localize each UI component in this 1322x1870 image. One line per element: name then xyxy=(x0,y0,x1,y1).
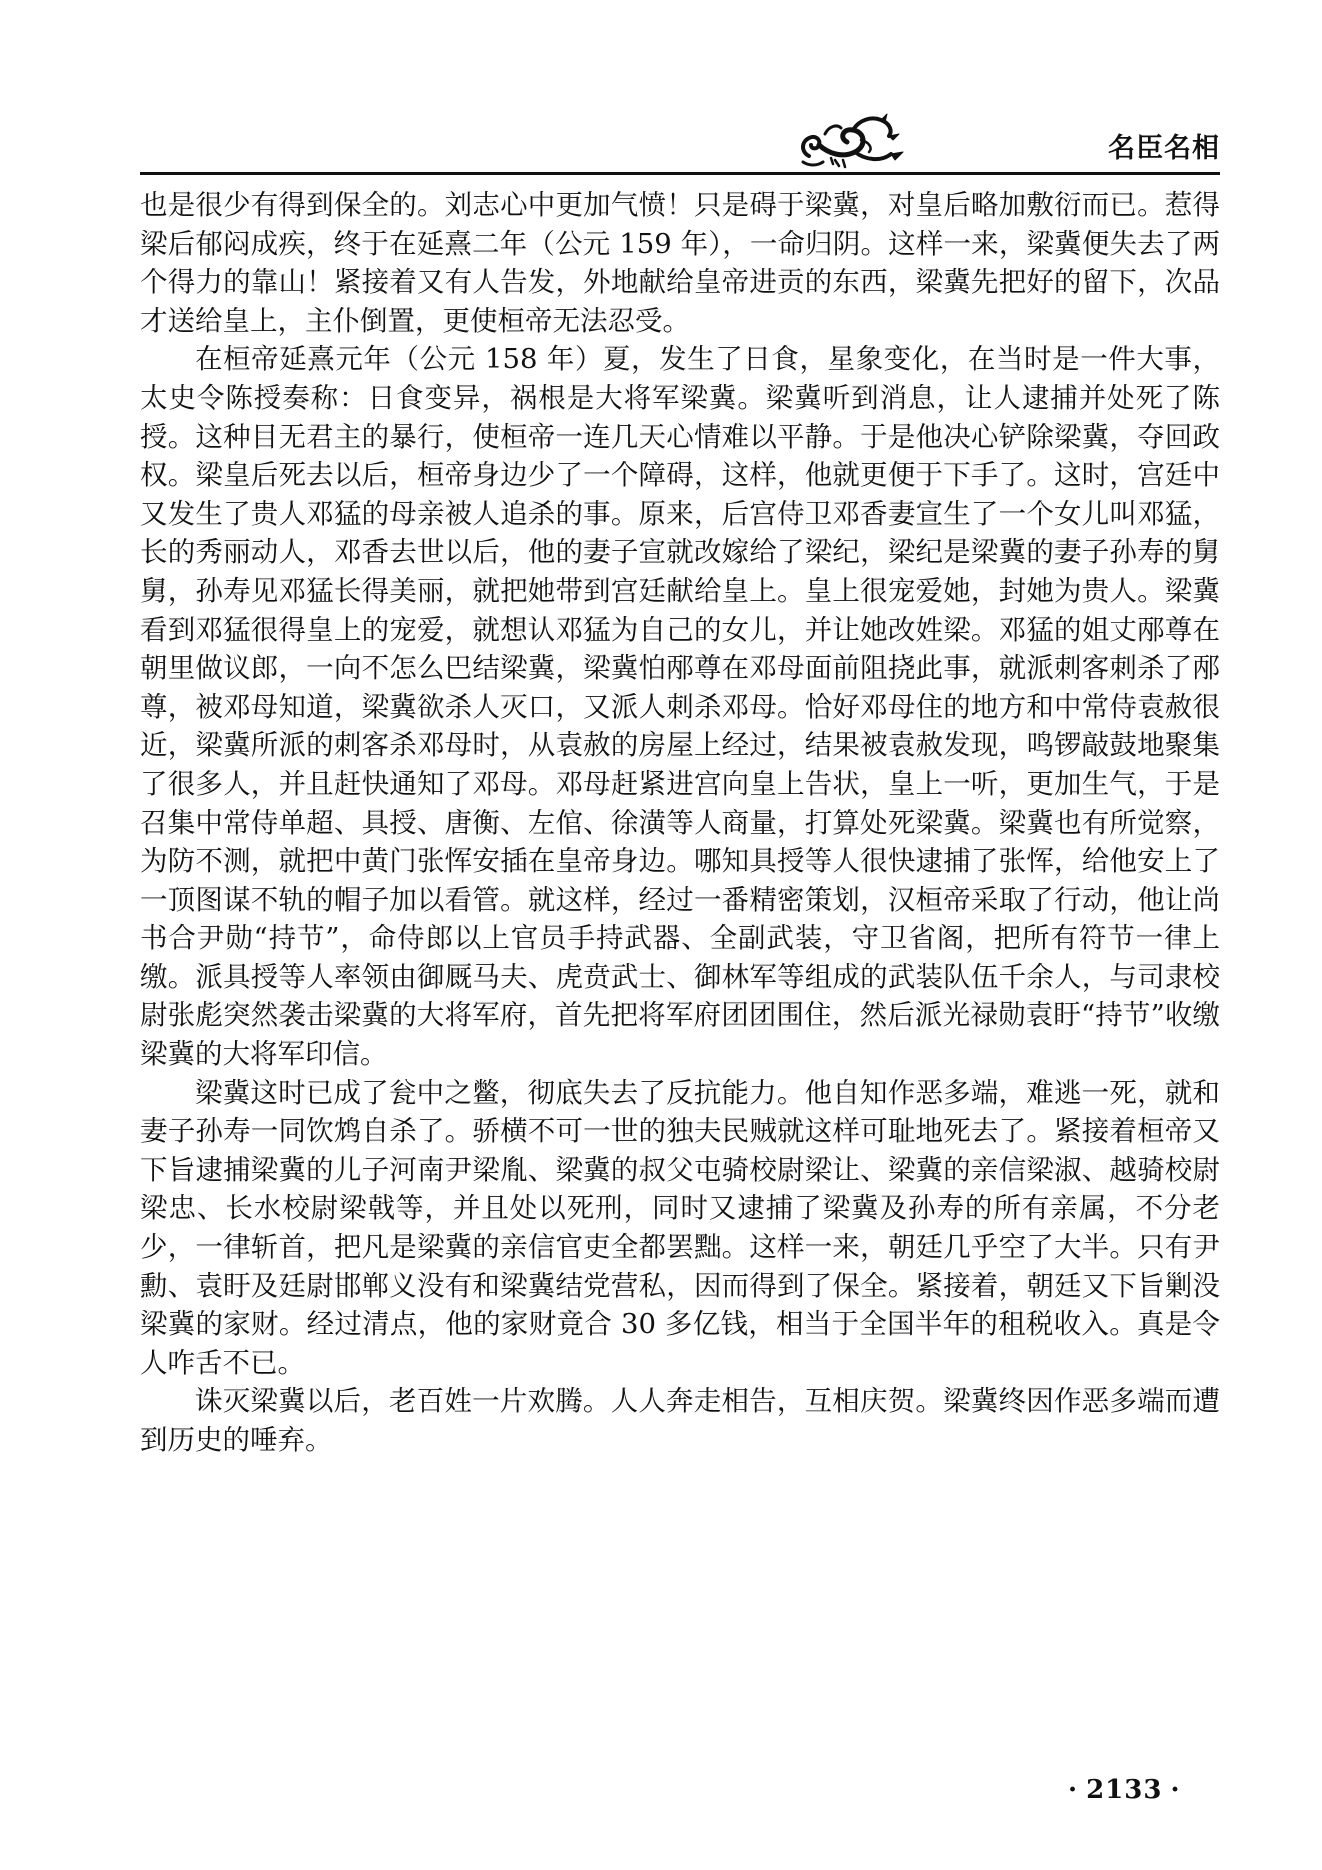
dragon-icon xyxy=(795,112,910,170)
page-number xyxy=(1060,1775,1189,1805)
paragraph: 诛灭梁冀以后，老百姓一片欢腾。人人奔走相告，互相庆贺。梁冀终因作恶多端而遭到历史的唾弃。 xyxy=(140,1385,1220,1456)
body-text xyxy=(140,186,1220,1460)
folio-dot-left: · xyxy=(1068,1775,1079,1805)
paragraph: 在桓帝延熹元年（公元 158 年）夏，发生了日食，星象变化，在当时是一件大事，太史令陈授奏称：日食变异，祸根是大将军梁冀。梁冀听到消息，让人逮捕并处死了陈授。这种目无君主的暴行，使桓帝一连几天心情难以平静。于是他决心铲除梁冀，夺回政权。梁皇后死去以后，桓帝身边少了一个障碍，这样，他就更便于下手了。这时，宫廷中又发生了贵人邓猛的母亲被人追杀的事。原来，后宫侍卫邓香妻宣生了一个女儿叫邓猛，长的秀丽动人，邓香去世以后，他的妻子宣就改嫁给了梁纪，梁纪是梁冀的妻子孙寿的舅舅，孙寿见邓猛长得美丽，就把她带到宫廷献给皇上。皇上很宠爱她，封她为贵人。梁冀看到邓猛很得皇上的宠爱，就想认邓猛为自己的女儿，并让她改姓梁。邓猛的姐丈邴尊在朝里做议郎，一向不怎么巴结梁冀，梁冀怕邴尊在邓母面前阻挠此事，就派刺客刺杀了邴尊，被邓母知道，梁冀欲杀人灭口，又派人刺杀邓母。恰好邓母住的地方和中常侍袁赦很近，梁冀所派的刺客杀邓母时，从袁赦的房屋上经过，结果被袁赦发现，鸣锣敲鼓地聚集了很多人，并且赶快通知了邓母。邓母赶紧进宫向皇上告状，皇上一听，更加生气，于是召集中常侍单超、具授、唐衡、左倌、徐潢等人商量，打算处死梁冀。梁冀也有所觉察，为防不测，就把中黄门张恽安插在皇帝身边。哪知具授等人很快逮捕了张恽，给他安上了一顶图谋不轨的帽子加以看管。就这样，经过一番精密策划，汉桓帝采取了行动，他让尚书合尹勋“持节”，命侍郎以上官员手持武器、全副武装，守卫省阁，把所有符节一律上缴。派具授等人率领由御厩马夫、虎贲武士、御林军等组成的武装队伍千余人，与司隶校尉张彪突然袭击梁冀的大将军府，首先把将军府团团围住，然后派光禄勋袁盱“持节”收缴梁冀的大将军印信。 xyxy=(140,343,1220,1071)
paragraph: 也是很少有得到保全的。刘志心中更加气愤！只是碍于梁冀，对皇后略加敷衍而已。惹得梁后郁闷成疾，终于在延熹二年（公元 159 年），一命归阴。这样一来，梁冀便失去了两个得力的靠山！紧接着又有人告发，外地献给皇帝进贡的东西，梁冀先把好的留下，次品才送给皇上，主仆倒置，更使桓帝无法忍受。 xyxy=(140,189,1220,337)
page-number-value: 2133 xyxy=(1086,1775,1163,1805)
paragraph: 梁冀这时已成了瓮中之鳖，彻底失去了反抗能力。他自知作恶多端，难逃一死，就和妻子孙寿一同饮鸩自杀了。骄横不可一世的独夫民贼就这样可耻地死去了。紧接着桓帝又下旨逮捕梁冀的儿子河南尹梁胤、梁冀的叔父屯骑校尉梁让、梁冀的亲信梁淑、越骑校尉梁忠、长水校尉梁戟等，并且处以死刑，同时又逮捕了梁冀及孙寿的所有亲属，不分老少，一律斩首，把凡是梁冀的亲信官吏全都罢黜。这样一来，朝廷几乎空了大半。只有尹勳、袁盱及廷尉邯郸义没有和梁冀结党营私，因而得到了保全。紧接着，朝廷又下旨剿没梁冀的家财。经过清点，他的家财竟合 30 多亿钱，相当于全国半年的租税收入。真是令人咋舌不已。 xyxy=(140,1076,1220,1379)
running-header xyxy=(140,112,1220,172)
header-rule xyxy=(140,172,1220,175)
running-header-title: 名臣名相 xyxy=(1108,133,1220,164)
folio-dot-right: · xyxy=(1170,1775,1181,1805)
